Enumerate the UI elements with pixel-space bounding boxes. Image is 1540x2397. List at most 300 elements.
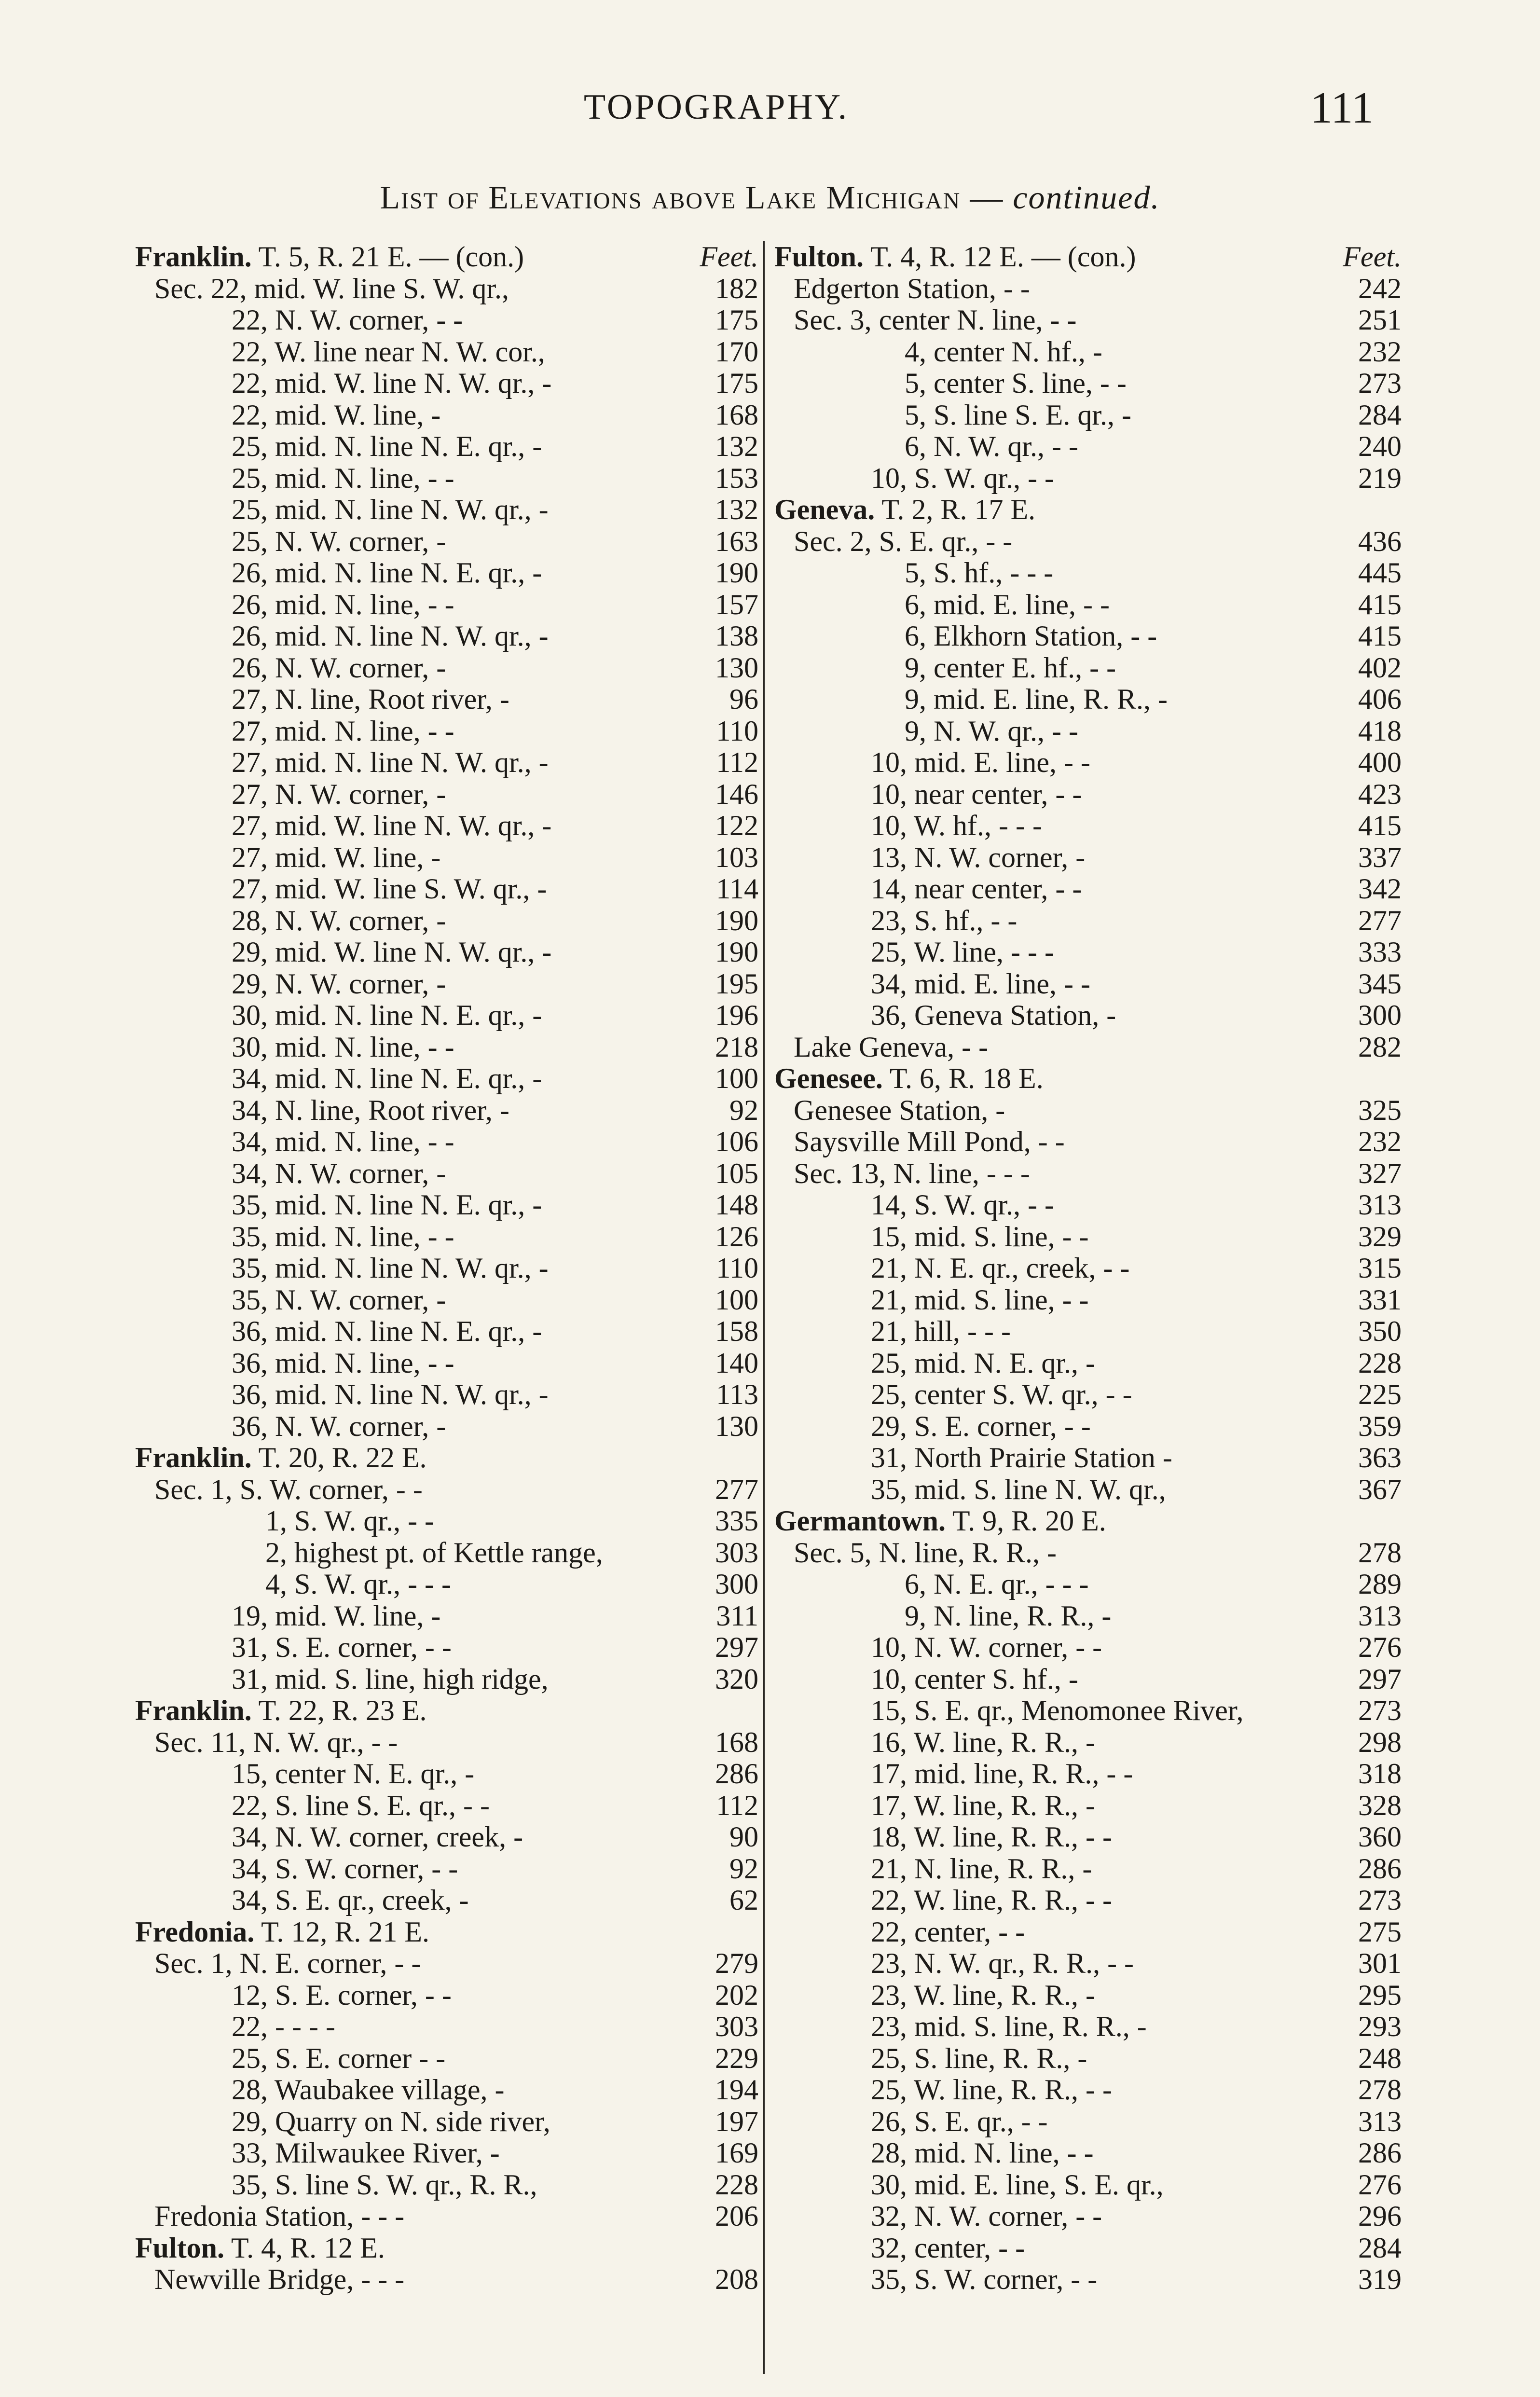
elevation-feet: 100 <box>715 1062 758 1094</box>
township-range: T. 20, R. 22 E. <box>258 1442 427 1474</box>
elevation-entry <box>135 2074 758 2106</box>
location-text: 29, S. E. corner, - - <box>871 1410 1091 1442</box>
elevation-entry <box>774 336 1402 368</box>
elevation-entry <box>135 431 758 463</box>
elevation-feet: 359 <box>1358 1410 1402 1442</box>
location-text: 26, S. E. qr., - - <box>871 2105 1048 2137</box>
location-text: 22, N. W. corner, - - <box>232 304 463 336</box>
elevation-entry <box>774 1284 1402 1316</box>
elevation-feet: 251 <box>1358 304 1402 336</box>
location-text: 6, N. W. qr., - - <box>905 430 1078 462</box>
elevation-entry <box>135 1126 758 1158</box>
location-text: 6, mid. E. line, - - <box>905 588 1110 620</box>
elevation-entry <box>135 905 758 937</box>
elevation-entry <box>135 494 758 526</box>
location-text: 27, mid. N. line N. W. qr., - <box>232 746 549 778</box>
location-text: Sec. 3, center N. line, - - <box>794 304 1077 336</box>
elevation-feet: 333 <box>1358 936 1402 968</box>
elevation-entry <box>774 2201 1402 2232</box>
elevation-feet: 196 <box>715 999 758 1031</box>
elevation-entry <box>774 1379 1402 1411</box>
elevation-entry <box>774 684 1402 716</box>
elevation-entry <box>135 968 758 1000</box>
elevation-feet: 163 <box>715 525 758 557</box>
town-name: Fulton. <box>135 2232 225 2264</box>
elevation-entry <box>774 1221 1402 1253</box>
town-heading <box>774 1063 1044 1095</box>
location-text: 22, center, - - <box>871 1915 1025 1948</box>
elevation-feet: 284 <box>1358 399 1402 431</box>
elevation-entry <box>774 1253 1402 1284</box>
elevation-feet: 445 <box>1358 557 1402 589</box>
elevation-entry <box>135 1821 758 1853</box>
section-heading <box>774 1063 1402 1095</box>
elevation-entry <box>774 1032 1402 1063</box>
town-name: Franklin. <box>135 1694 252 1726</box>
elevation-entry <box>774 842 1402 874</box>
elevation-entry <box>774 1474 1402 1506</box>
elevation-feet: 329 <box>1358 1220 1402 1253</box>
elevation-entry <box>135 1379 758 1411</box>
location-text: Lake Geneva, - - <box>794 1031 989 1063</box>
elevation-feet: 175 <box>715 304 758 336</box>
location-text: 27, mid. N. line, - - <box>232 715 454 747</box>
elevation-feet: 225 <box>1358 1378 1402 1410</box>
location-text: 34, N. line, Root river, - <box>232 1094 509 1126</box>
elevation-feet: 190 <box>715 936 758 968</box>
elevation-entry <box>135 1063 758 1095</box>
elevation-entry <box>774 1758 1402 1790</box>
elevation-entry <box>135 1537 758 1569</box>
elevation-entry <box>135 400 758 431</box>
running-title: TOPOGRAPHY. <box>584 87 849 127</box>
elevation-feet: 318 <box>1358 1758 1402 1790</box>
elevation-feet: 182 <box>715 272 758 304</box>
location-text: 27, mid. W. line S. W. qr., - <box>232 873 547 905</box>
location-text: 28, N. W. corner, - <box>232 904 446 937</box>
elevation-entry <box>135 1758 758 1790</box>
elevation-feet: 112 <box>716 1789 758 1821</box>
elevation-entry <box>774 1632 1402 1664</box>
elevation-entry <box>135 1411 758 1443</box>
elevation-entry <box>774 368 1402 400</box>
table-subtitle <box>0 179 1540 217</box>
elevation-feet: 278 <box>1358 2074 1402 2106</box>
town-heading <box>135 2232 385 2264</box>
elevation-entry <box>774 2264 1402 2296</box>
elevation-feet: 363 <box>1358 1442 1402 1474</box>
location-text: 21, hill, - - - <box>871 1315 1011 1347</box>
town-heading <box>774 241 1136 273</box>
elevation-entry <box>774 304 1402 336</box>
elevation-entry <box>774 1916 1402 1948</box>
elevation-feet: 277 <box>1358 904 1402 937</box>
township-range: T. 12, R. 21 E. <box>261 1915 430 1948</box>
location-text: 22, W. line, R. R., - - <box>871 1884 1113 1916</box>
elevation-feet: 286 <box>1358 2137 1402 2169</box>
elevation-entry <box>774 273 1402 305</box>
town-name: Geneva. <box>774 494 875 525</box>
location-text: 5, center S. line, - - <box>905 367 1127 399</box>
town-heading <box>774 494 1035 526</box>
location-text: 9, center E. hf., - - <box>905 651 1116 684</box>
elevation-entry <box>135 1664 758 1695</box>
elevation-entry <box>774 1853 1402 1885</box>
elevation-feet: 279 <box>715 1947 758 1979</box>
elevation-entry <box>135 873 758 905</box>
elevation-feet: 197 <box>715 2105 758 2137</box>
location-text: 31, North Prairie Station - <box>871 1442 1172 1474</box>
section-heading <box>774 494 1402 526</box>
elevation-entry <box>135 589 758 621</box>
elevation-feet: 190 <box>715 904 758 937</box>
location-text: 22, mid. W. line, - <box>232 399 441 431</box>
location-text: Sec. 1, N. E. corner, - - <box>154 1947 421 1979</box>
elevation-entry <box>774 1727 1402 1759</box>
elevation-entry <box>135 620 758 652</box>
elevation-entry <box>135 368 758 400</box>
elevation-feet: 402 <box>1358 651 1402 684</box>
location-text: 27, N. W. corner, - <box>232 778 446 810</box>
elevation-entry <box>135 1095 758 1127</box>
town-name: Genesee. <box>774 1062 883 1094</box>
location-text: 21, N. E. qr., creek, - - <box>871 1252 1130 1284</box>
elevation-feet: 300 <box>715 1568 758 1600</box>
location-text: 16, W. line, R. R., - <box>871 1726 1096 1758</box>
location-text: 27, mid. W. line N. W. qr., - <box>232 810 552 841</box>
location-text: 18, W. line, R. R., - - <box>871 1821 1113 1853</box>
elevation-entry <box>774 2074 1402 2106</box>
elevation-feet: 276 <box>1358 2168 1402 2201</box>
location-text: 23, mid. S. line, R. R., - <box>871 2011 1147 2042</box>
section-heading <box>774 1505 1402 1537</box>
elevation-entry <box>774 1442 1402 1474</box>
elevation-entry <box>774 1948 1402 1980</box>
elevation-feet: 296 <box>1358 2200 1402 2232</box>
elevation-entry <box>135 1632 758 1664</box>
units-label: Feet. <box>700 241 758 273</box>
location-text: 36, mid. N. line N. E. qr., - <box>232 1315 542 1347</box>
township-range: T. 4, R. 12 E. <box>231 2232 385 2264</box>
location-text: 32, N. W. corner, - - <box>871 2200 1102 2232</box>
location-text: 9, N. W. qr., - - <box>905 715 1078 747</box>
elevation-entry <box>135 2201 758 2232</box>
location-text: Sec. 5, N. line, R. R., - <box>794 1536 1057 1569</box>
elevation-entry <box>135 304 758 336</box>
elevation-entry <box>135 273 758 305</box>
township-range: T. 22, R. 23 E. <box>258 1694 427 1726</box>
elevation-feet: 367 <box>1358 1473 1402 1505</box>
location-text: 4, S. W. qr., - - - <box>265 1568 452 1600</box>
location-text: Sec. 22, mid. W. line S. W. qr., <box>154 272 509 304</box>
elevation-feet: 219 <box>1358 462 1402 494</box>
elevation-entry <box>774 1348 1402 1379</box>
elevation-entry <box>135 747 758 779</box>
elevation-feet: 325 <box>1358 1094 1402 1126</box>
elevation-entry <box>774 400 1402 431</box>
location-text: Fredonia Station, - - - <box>154 2200 405 2232</box>
town-heading <box>135 241 524 273</box>
elevation-feet: 169 <box>715 2137 758 2169</box>
elevation-feet: 315 <box>1358 1252 1402 1284</box>
elevation-entry <box>774 873 1402 905</box>
elevation-entry <box>774 431 1402 463</box>
elevation-feet: 415 <box>1358 588 1402 620</box>
elevation-feet: 337 <box>1358 841 1402 873</box>
location-text: 2, highest pt. of Kettle range, <box>265 1536 603 1569</box>
elevation-entry <box>774 652 1402 684</box>
elevation-feet: 132 <box>715 494 758 525</box>
location-text: 6, Elkhorn Station, - - <box>905 620 1157 652</box>
location-text: 19, mid. W. line, - <box>232 1599 441 1632</box>
elevation-entry <box>135 336 758 368</box>
elevation-feet: 298 <box>1358 1726 1402 1758</box>
elevation-feet: 168 <box>715 1726 758 1758</box>
elevation-feet: 218 <box>715 1031 758 1063</box>
town-name: Franklin. <box>135 1442 252 1474</box>
location-text: 10, center S. hf., - <box>871 1663 1078 1695</box>
location-text: 35, S. line S. W. qr., R. R., <box>232 2168 537 2201</box>
elevation-entry <box>135 2106 758 2138</box>
elevation-entry <box>135 1253 758 1284</box>
location-text: 34, mid. N. line, - - <box>232 1126 454 1157</box>
elevation-feet: 157 <box>715 588 758 620</box>
location-text: 15, center N. E. qr., - <box>232 1758 475 1790</box>
elevation-feet: 96 <box>729 683 758 715</box>
elevation-feet: 228 <box>715 2168 758 2201</box>
elevation-feet: 423 <box>1358 778 1402 810</box>
elevation-entry <box>135 1980 758 2011</box>
elevation-entry <box>774 2106 1402 2138</box>
elevation-entry <box>135 1316 758 1348</box>
page-header <box>0 82 1540 140</box>
location-text: Newville Bridge, - - - <box>154 2263 405 2295</box>
location-text: 29, mid. W. line N. W. qr., - <box>232 936 552 968</box>
elevation-feet: 331 <box>1358 1283 1402 1316</box>
elevation-entry <box>135 652 758 684</box>
elevation-feet: 295 <box>1358 1979 1402 2011</box>
location-text: Saysville Mill Pond, - - <box>794 1126 1065 1157</box>
location-text: 22, S. line S. E. qr., - - <box>232 1789 490 1821</box>
elevation-entry <box>135 2043 758 2075</box>
elevation-entry <box>135 526 758 558</box>
town-heading <box>135 1916 429 1948</box>
location-text: Sec. 2, S. E. qr., - - <box>794 525 1013 557</box>
location-text: 34, mid. E. line, - - <box>871 967 1090 1000</box>
elevation-entry <box>135 1158 758 1190</box>
town-name: Fulton. <box>774 241 864 273</box>
elevation-feet: 153 <box>715 462 758 494</box>
elevation-feet: 105 <box>715 1157 758 1189</box>
town-heading <box>135 1442 427 1474</box>
elevation-entry <box>135 1000 758 1032</box>
location-text: 9, mid. E. line, R. R., - <box>905 683 1168 715</box>
location-text: 5, S. line S. E. qr., - <box>905 399 1132 431</box>
left-column <box>135 241 758 2296</box>
section-heading <box>135 1695 758 1727</box>
elevation-entry <box>774 1126 1402 1158</box>
elevation-feet: 248 <box>1358 2042 1402 2074</box>
elevation-entry <box>774 716 1402 747</box>
elevation-feet: 286 <box>715 1758 758 1790</box>
elevation-feet: 328 <box>1358 1789 1402 1821</box>
elevation-entry <box>135 2264 758 2296</box>
elevation-feet: 62 <box>729 1884 758 1916</box>
location-text: 23, S. hf., - - <box>871 904 1018 937</box>
section-heading <box>135 2232 758 2264</box>
elevation-feet: 195 <box>715 967 758 1000</box>
elevation-feet: 436 <box>1358 525 1402 557</box>
elevation-feet: 100 <box>715 1283 758 1316</box>
location-text: 29, Quarry on N. side river, <box>232 2105 550 2137</box>
elevation-feet: 228 <box>1358 1347 1402 1379</box>
elevation-entry <box>774 779 1402 811</box>
location-text: 36, mid. N. line, - - <box>232 1347 454 1379</box>
elevation-feet: 293 <box>1358 2011 1402 2042</box>
right-column <box>774 241 1402 2296</box>
location-text: 23, W. line, R. R., - <box>871 1979 1096 2011</box>
elevation-entry <box>135 1727 758 1759</box>
location-text: 35, mid. S. line N. W. qr., <box>871 1473 1166 1505</box>
elevation-feet: 114 <box>716 873 758 905</box>
elevation-feet: 335 <box>715 1505 758 1537</box>
elevation-feet: 273 <box>1358 367 1402 399</box>
location-text: 10, near center, - - <box>871 778 1082 810</box>
elevation-entry <box>774 2043 1402 2075</box>
location-text: 22, mid. W. line N. W. qr., - <box>232 367 552 399</box>
location-text: 34, S. W. corner, - - <box>232 1852 458 1885</box>
elevation-entry <box>135 2137 758 2169</box>
location-text: 25, center S. W. qr., - - <box>871 1378 1132 1410</box>
elevation-feet: 360 <box>1358 1821 1402 1853</box>
township-range: T. 5, R. 21 E. — (con.) <box>258 241 524 273</box>
elevation-feet: 232 <box>1358 1126 1402 1157</box>
elevation-feet: 415 <box>1358 810 1402 841</box>
location-text: 36, mid. N. line N. W. qr., - <box>232 1378 549 1410</box>
elevation-entry <box>135 2169 758 2201</box>
elevation-entry <box>135 557 758 589</box>
column-divider <box>763 241 765 2374</box>
location-text: 25, S. line, R. R., - <box>871 2042 1087 2074</box>
elevation-entry <box>774 968 1402 1000</box>
elevation-entry <box>135 937 758 968</box>
township-range: T. 2, R. 17 E. <box>881 494 1036 525</box>
elevation-feet: 300 <box>1358 999 1402 1031</box>
location-text: Genesee Station, - <box>794 1094 1005 1126</box>
location-text: 1, S. W. qr., - - <box>265 1505 435 1537</box>
elevation-feet: 138 <box>715 620 758 652</box>
elevation-feet: 206 <box>715 2200 758 2232</box>
elevation-feet: 112 <box>716 746 758 778</box>
elevation-entry <box>774 810 1402 842</box>
elevation-feet: 319 <box>1358 2263 1402 2295</box>
elevation-entry <box>774 2232 1402 2264</box>
location-text: 32, center, - - <box>871 2232 1025 2264</box>
location-text: 25, W. line, R. R., - - <box>871 2074 1113 2106</box>
elevation-entry <box>135 1790 758 1822</box>
town-heading <box>135 1695 427 1727</box>
elevation-feet: 415 <box>1358 620 1402 652</box>
town-name: Franklin. <box>135 241 252 273</box>
elevation-entry <box>135 1032 758 1063</box>
elevation-entry <box>774 1980 1402 2011</box>
elevation-feet: 286 <box>1358 1852 1402 1885</box>
elevation-feet: 194 <box>715 2074 758 2106</box>
elevation-feet: 418 <box>1358 715 1402 747</box>
location-text: 9, N. line, R. R., - <box>905 1599 1112 1632</box>
elevation-feet: 242 <box>1358 272 1402 304</box>
location-text: 15, mid. S. line, - - <box>871 1220 1089 1253</box>
elevation-feet: 313 <box>1358 1599 1402 1632</box>
elevation-feet: 132 <box>715 430 758 462</box>
elevation-feet: 170 <box>715 335 758 368</box>
elevation-feet: 289 <box>1358 1568 1402 1600</box>
elevation-feet: 148 <box>715 1189 758 1221</box>
location-text: 26, mid. N. line N. E. qr., - <box>232 557 542 589</box>
elevation-entry <box>135 1474 758 1506</box>
location-text: 10, S. W. qr., - - <box>871 462 1055 494</box>
elevation-feet: 113 <box>716 1378 758 1410</box>
elevation-feet: 90 <box>729 1821 758 1853</box>
location-text: 25, mid. N. E. qr., - <box>871 1347 1095 1379</box>
elevation-feet: 297 <box>1358 1663 1402 1695</box>
elevation-feet: 327 <box>1358 1157 1402 1189</box>
location-text: 35, mid. N. line N. E. qr., - <box>232 1189 542 1221</box>
elevation-feet: 303 <box>715 2011 758 2042</box>
elevation-entry <box>774 1821 1402 1853</box>
elevation-entry <box>774 2137 1402 2169</box>
elevation-feet: 146 <box>715 778 758 810</box>
elevation-feet: 273 <box>1358 1884 1402 1916</box>
elevation-entry <box>135 1600 758 1632</box>
location-text: 35, N. W. corner, - <box>232 1283 446 1316</box>
location-text: 28, Waubakee village, - <box>232 2074 505 2106</box>
elevation-entry <box>774 1095 1402 1127</box>
elevation-entry <box>774 526 1402 558</box>
location-text: 30, mid. N. line N. E. qr., - <box>232 999 542 1031</box>
location-text: 25, mid. N. line N. W. qr., - <box>232 494 549 525</box>
location-text: 17, W. line, R. R., - <box>871 1789 1096 1821</box>
location-text: 25, mid. N. line, - - <box>232 462 454 494</box>
location-text: 34, mid. N. line N. E. qr., - <box>232 1062 542 1094</box>
elevation-entry <box>774 1158 1402 1190</box>
elevation-entry <box>774 1000 1402 1032</box>
elevation-entry <box>774 1790 1402 1822</box>
elevation-entry <box>135 1284 758 1316</box>
elevation-entry <box>774 1316 1402 1348</box>
elevation-entry <box>774 1189 1402 1221</box>
location-text: Sec. 11, N. W. qr., - - <box>154 1726 398 1758</box>
elevation-feet: 106 <box>715 1126 758 1157</box>
elevation-entry <box>774 1537 1402 1569</box>
elevation-feet: 350 <box>1358 1315 1402 1347</box>
elevation-feet: 92 <box>729 1852 758 1885</box>
elevation-feet: 126 <box>715 1220 758 1253</box>
location-text: 23, N. W. qr., R. R., - - <box>871 1947 1134 1979</box>
elevation-feet: 297 <box>715 1631 758 1663</box>
elevation-feet: 122 <box>715 810 758 841</box>
elevation-entry <box>774 620 1402 652</box>
elevation-feet: 313 <box>1358 2105 1402 2137</box>
elevation-entry <box>135 842 758 874</box>
location-text: 25, N. W. corner, - <box>232 525 446 557</box>
elevation-feet: 275 <box>1358 1915 1402 1948</box>
elevation-entry <box>135 716 758 747</box>
elevation-entry <box>774 1885 1402 1916</box>
elevation-feet: 130 <box>715 1410 758 1442</box>
location-text: 33, Milwaukee River, - <box>232 2137 500 2169</box>
location-text: 10, N. W. corner, - - <box>871 1631 1102 1663</box>
